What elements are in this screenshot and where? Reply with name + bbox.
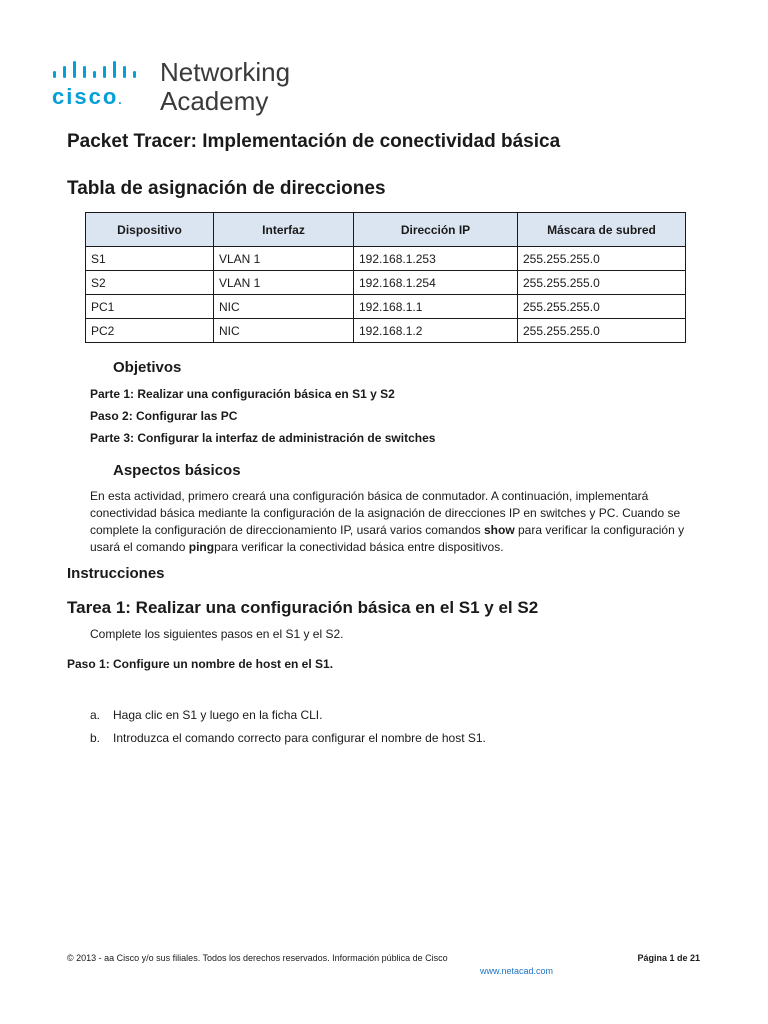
netacad-link[interactable]: www.netacad.com: [480, 966, 554, 976]
instructions-heading: Instrucciones: [67, 565, 165, 582]
objectives-heading: Objetivos: [113, 359, 182, 376]
table-cell: S2: [86, 271, 214, 295]
table-cell: PC1: [86, 295, 214, 319]
table-cell: VLAN 1: [214, 271, 354, 295]
document-title: Packet Tracer: Implementación de conectividad básica: [67, 131, 561, 152]
cisco-bars-icon: [52, 60, 148, 82]
background-paragraph: En esta actividad, primero creará una configuración básica de conmutador. A continuación, implementará conectividad básica mediante la configuración de la asignación de direcciones IP en switches y PC. Cuando se complete la configuración de direccionamiento IP, usará varios comandos show para verificar la configuración y usará el comando pingpara verificar la conectividad básica entre dispositivos.: [90, 489, 685, 554]
list-item: Introduzca el comando correcto para configurar el nombre de host S1.: [113, 731, 486, 745]
table-header: Máscara de subred: [518, 213, 686, 247]
table-cell: 192.168.1.253: [354, 247, 518, 271]
logo-networking: Networking: [160, 57, 291, 87]
page-number: Página 1 de 21: [637, 953, 700, 963]
addressing-table: [85, 212, 686, 343]
cisco-wordmark: cisco.: [52, 84, 122, 109]
objective-item: Parte 1: Realizar una configuración básica en S1 y S2: [90, 387, 395, 401]
table-cell: NIC: [214, 319, 354, 343]
table-cell: PC2: [86, 319, 214, 343]
ping-command: ping: [188, 540, 215, 554]
background-heading: Aspectos básicos: [113, 462, 241, 479]
table-row: [86, 295, 686, 319]
table-cell: 192.168.1.254: [354, 271, 518, 295]
table-cell: 255.255.255.0: [518, 271, 686, 295]
table-cell: VLAN 1: [214, 247, 354, 271]
table-header: Dispositivo: [86, 213, 214, 247]
list-marker: a.: [90, 708, 101, 722]
addressing-table-heading: Tabla de asignación de direcciones: [67, 178, 386, 199]
list-item: Haga clic en S1 y luego en la ficha CLI.: [113, 708, 323, 722]
table-cell: 255.255.255.0: [518, 247, 686, 271]
table-row: [86, 319, 686, 343]
step-1-heading: Paso 1: Configure un nombre de host en el S1.: [67, 657, 334, 671]
task-1-intro: Complete los siguientes pasos en el S1 y el S2.: [90, 627, 344, 641]
cisco-networking-academy-logo: [52, 58, 352, 118]
table-cell: NIC: [214, 295, 354, 319]
list-marker: b.: [90, 731, 101, 745]
footer-copyright: © 2013 - aa Cisco y/o sus filiales. Todos los derechos reservados. Información pública de Cisco: [67, 953, 448, 963]
table-cell: 192.168.1.1: [354, 295, 518, 319]
task-1-heading: Tarea 1: Realizar una configuración básica en el S1 y el S2: [67, 598, 539, 617]
logo-academy: Academy: [160, 86, 269, 116]
table-cell: 255.255.255.0: [518, 295, 686, 319]
objective-item: Parte 3: Configurar la interfaz de administración de switches: [90, 431, 436, 445]
table-header: Interfaz: [214, 213, 354, 247]
table-cell: 192.168.1.2: [354, 319, 518, 343]
table-header-row: [86, 213, 686, 247]
objective-item: Paso 2: Configurar las PC: [90, 409, 238, 423]
table-cell: 255.255.255.0: [518, 319, 686, 343]
table-row: [86, 271, 686, 295]
table-row: [86, 247, 686, 271]
table-header: Dirección IP: [354, 213, 518, 247]
table-cell: S1: [86, 247, 214, 271]
show-command: show: [484, 523, 515, 537]
